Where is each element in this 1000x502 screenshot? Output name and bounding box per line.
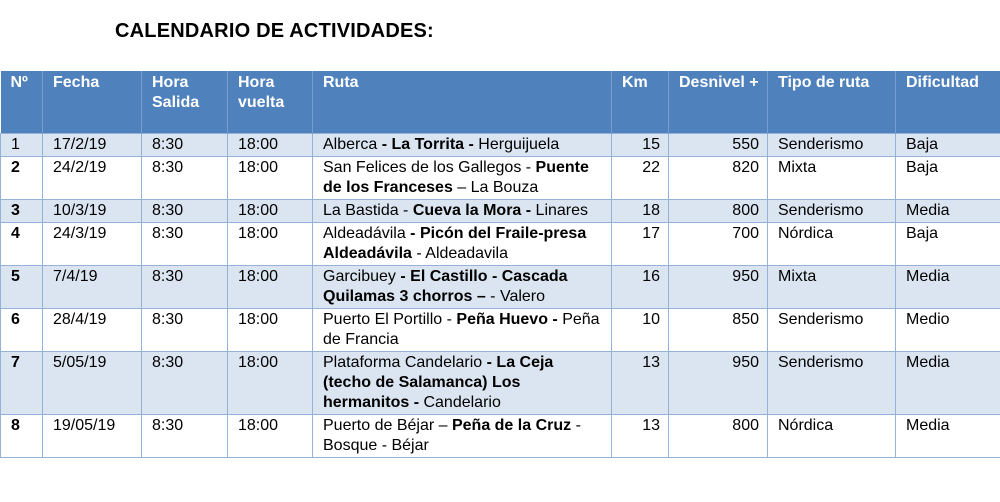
table-row	[1, 415, 1000, 458]
ruta-segment: - Aldeadavila	[411, 245, 508, 262]
row-number: 6	[1, 309, 43, 352]
row-dificultad: Media	[896, 352, 1000, 415]
row-hora-vuelta: 18:00	[228, 223, 313, 266]
row-hora-vuelta: 18:00	[228, 352, 313, 415]
table-body	[1, 134, 1000, 458]
table-row	[1, 352, 1000, 415]
row-hora-vuelta: 18:00	[228, 309, 313, 352]
row-number: 7	[1, 352, 43, 415]
row-hora-salida: 8:30	[142, 200, 228, 223]
row-ruta	[313, 200, 612, 223]
row-hora-vuelta: 18:00	[228, 200, 313, 223]
ruta-segment: Peña de Francia	[323, 311, 600, 348]
ruta-segment: Puerto de Béjar –	[323, 417, 452, 434]
header-ruta: Ruta	[313, 71, 612, 134]
header-tipo: Tipo de ruta	[768, 71, 896, 134]
ruta-segment: Herguijuela	[473, 136, 560, 153]
ruta-segment: - Bosque -	[323, 417, 581, 454]
ruta-segment: Béjar	[391, 437, 429, 454]
row-ruta	[313, 157, 612, 200]
row-km: 13	[612, 415, 669, 458]
row-dificultad: Baja	[896, 157, 1000, 200]
ruta-segment: Alberca	[323, 136, 382, 153]
row-fecha: 10/3/19	[43, 200, 142, 223]
ruta-segment: - Valero	[485, 288, 546, 305]
row-ruta	[313, 415, 612, 458]
row-ruta	[313, 352, 612, 415]
row-dificultad: Media	[896, 266, 1000, 309]
row-km: 17	[612, 223, 669, 266]
ruta-segment: - El Castillo - Cascada Quilamas 3 chorros –	[323, 268, 568, 305]
ruta-segment: Garcibuey	[323, 268, 401, 285]
ruta-segment: La Bastida -	[323, 202, 413, 219]
row-desnivel: 950	[669, 352, 768, 415]
row-number: 1	[1, 134, 43, 157]
row-km: 16	[612, 266, 669, 309]
row-hora-salida: 8:30	[142, 309, 228, 352]
header-km: Km	[612, 71, 669, 134]
row-hora-vuelta: 18:00	[228, 157, 313, 200]
table-row	[1, 157, 1000, 200]
row-hora-salida: 8:30	[142, 415, 228, 458]
row-ruta	[313, 223, 612, 266]
ruta-segment: Puerto El Portillo -	[323, 311, 457, 328]
ruta-segment: San Felices de los Gallegos -	[323, 159, 536, 176]
row-tipo: Nórdica	[768, 415, 896, 458]
row-desnivel: 550	[669, 134, 768, 157]
row-fecha: 7/4/19	[43, 266, 142, 309]
ruta-segment: Cueva la Mora -	[412, 202, 532, 219]
row-hora-vuelta: 18:00	[228, 266, 313, 309]
header-dificultad: Dificultad	[896, 71, 1000, 134]
row-tipo: Senderismo	[768, 134, 896, 157]
row-tipo: Senderismo	[768, 309, 896, 352]
row-desnivel: 820	[669, 157, 768, 200]
row-hora-salida: 8:30	[142, 223, 228, 266]
row-tipo: Senderismo	[768, 200, 896, 223]
row-number: 4	[1, 223, 43, 266]
row-dificultad: Baja	[896, 223, 1000, 266]
row-ruta	[313, 266, 612, 309]
row-km: 22	[612, 157, 669, 200]
row-dificultad: Media	[896, 415, 1000, 458]
ruta-segment: Puente de los Franceses	[323, 159, 589, 196]
table-row	[1, 223, 1000, 266]
ruta-segment: Peña de la Cruz	[451, 417, 572, 434]
row-fecha: 24/2/19	[43, 157, 142, 200]
row-desnivel: 800	[669, 415, 768, 458]
table-row	[1, 266, 1000, 309]
row-km: 18	[612, 200, 669, 223]
row-number: 8	[1, 415, 43, 458]
row-tipo: Senderismo	[768, 352, 896, 415]
table-row	[1, 134, 1000, 157]
row-hora-salida: 8:30	[142, 134, 228, 157]
ruta-segment: – La Bouza	[452, 179, 539, 196]
row-desnivel: 850	[669, 309, 768, 352]
row-km: 15	[612, 134, 669, 157]
row-fecha: 5/05/19	[43, 352, 142, 415]
ruta-segment: - Picón del Fraile-presa Aldeadávila	[323, 225, 587, 262]
ruta-segment: - La Ceja (techo de Salamanca) Los hermanitos -	[323, 354, 554, 411]
row-km: 13	[612, 352, 669, 415]
row-dificultad: Baja	[896, 134, 1000, 157]
ruta-segment: Aldeadávila	[323, 225, 411, 242]
row-hora-salida: 8:30	[142, 266, 228, 309]
ruta-segment: Peña Huevo -	[456, 311, 558, 328]
header-fecha: Fecha	[43, 71, 142, 134]
header-desnivel: Desnivel +	[669, 71, 768, 134]
ruta-segment: Linares	[531, 202, 589, 219]
row-hora-salida: 8:30	[142, 157, 228, 200]
row-fecha: 28/4/19	[43, 309, 142, 352]
row-desnivel: 700	[669, 223, 768, 266]
ruta-segment: Candelario	[419, 394, 501, 411]
activities-table	[0, 71, 1000, 458]
table-row	[1, 200, 1000, 223]
row-fecha: 19/05/19	[43, 415, 142, 458]
row-number: 5	[1, 266, 43, 309]
table-header-row	[1, 71, 1000, 134]
row-number: 3	[1, 200, 43, 223]
row-desnivel: 950	[669, 266, 768, 309]
row-hora-vuelta: 18:00	[228, 134, 313, 157]
row-hora-vuelta: 18:00	[228, 415, 313, 458]
row-fecha: 24/3/19	[43, 223, 142, 266]
row-ruta	[313, 134, 612, 157]
row-km: 10	[612, 309, 669, 352]
row-tipo: Mixta	[768, 157, 896, 200]
row-ruta	[313, 309, 612, 352]
row-number: 2	[1, 157, 43, 200]
row-hora-salida: 8:30	[142, 352, 228, 415]
row-tipo: Mixta	[768, 266, 896, 309]
page-title: CALENDARIO DE ACTIVIDADES:	[115, 20, 434, 42]
header-hora-salida: Hora Salida	[142, 71, 228, 134]
ruta-segment: Plataforma Candelario	[323, 354, 487, 371]
ruta-segment: - La Torrita -	[381, 136, 474, 153]
row-tipo: Nórdica	[768, 223, 896, 266]
table-row	[1, 309, 1000, 352]
header-n: Nº	[1, 71, 43, 134]
row-desnivel: 800	[669, 200, 768, 223]
row-fecha: 17/2/19	[43, 134, 142, 157]
row-dificultad: Medio	[896, 309, 1000, 352]
row-dificultad: Media	[896, 200, 1000, 223]
header-hora-vuelta: Hora vuelta	[228, 71, 313, 134]
